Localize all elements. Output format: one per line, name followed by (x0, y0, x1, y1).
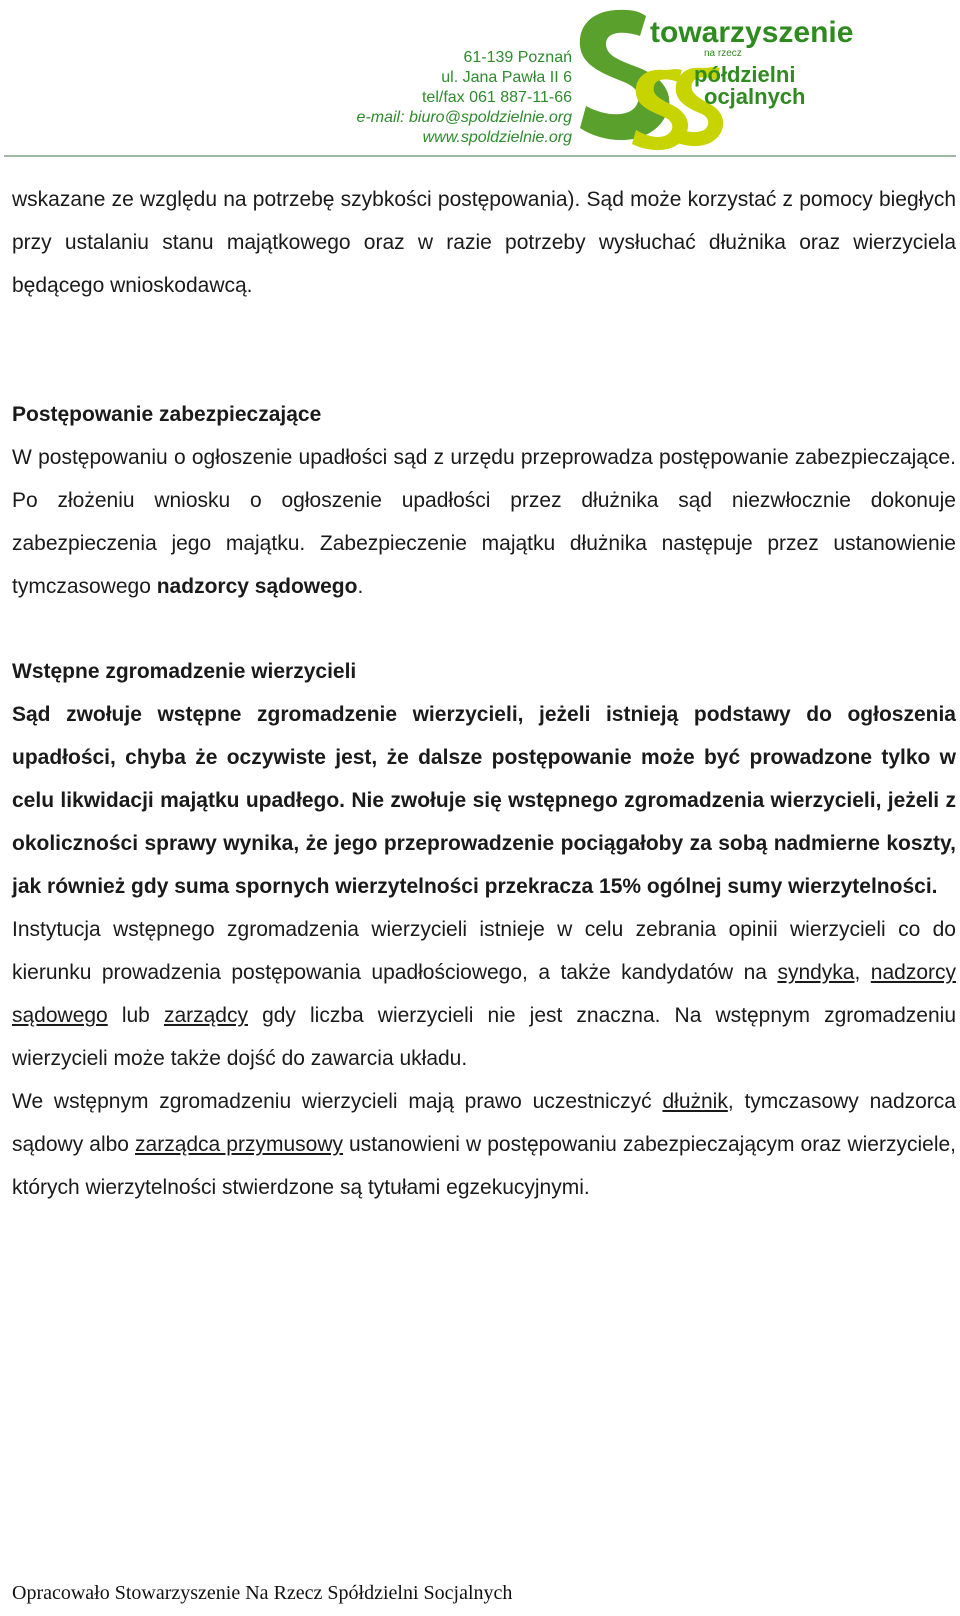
text-run: Instytucja wstępnego zgromadzenia wierzycieli istnieje w celu zebrania opinii wierzycieli co do kierunku prowadzenia postępowania upadłościowego, a także kandydatów na (12, 918, 956, 984)
contact-postal: 61-139 Poznań (463, 49, 572, 66)
text-run: , tymczasowy nadzorca sądowy albo (12, 1090, 956, 1156)
paragraph-zwolanie: Sąd zwołuje wstępne zgromadzenie wierzycieli, jeżeli istnieją podstawy do ogłoszenia upadłości, chyba że oczywiste jest, że dalsze postępowanie może być prowadzone tylko w celu likwidacji majątku upadłego. Nie zwołuje się wstępnego zgromadzenia wierzycieli, jeżeli z okoliczności sprawy wynika, że jego przeprowadzenie pociągałoby za sobą nadmierne koszty, jak również gdy suma spornych wierzytelności przekracza 15% ogólnej sumy wierzytelności. (12, 703, 956, 898)
text-run: lub (107, 1004, 164, 1027)
paragraph-instytucja (12, 908, 956, 1080)
page-header (0, 0, 960, 160)
logo-text-line2: na rzecz (704, 48, 742, 59)
contact-website: www.spoldzielnie.org (422, 129, 572, 146)
link-nadzorca-sadowy[interactable]: nadzorcy sądowego (12, 961, 956, 1027)
paragraph-uczestnicy (12, 1080, 956, 1209)
link-zarzadca[interactable]: zarządcy (163, 1004, 248, 1027)
text-run: . (357, 575, 364, 598)
logo-text-line4: ocjalnych (704, 84, 806, 109)
term-nadzorca-sadowy: nadzorcy sądowego (156, 575, 358, 598)
text-run: gdy liczba wierzycieli nie jest znaczna. Na wstępnym zgromadzeniu wierzycieli może także dojść do zawarcia układu. (12, 1004, 956, 1070)
text-run: W postępowaniu o ogłoszenie upadłości sąd z urzędu przeprowadza postępowanie zabezpieczające. Po złożeniu wniosku o ogłoszenie upadłości przez dłużnika sąd niezwłocznie dokonuje zabezpieczenia jego majątku. Zabezpieczenie majątku dłużnika następuje przez ustanowienie tymczasowego (12, 446, 956, 598)
contact-block (357, 48, 572, 148)
contact-street: ul. Jana Pawła II 6 (441, 69, 572, 86)
contact-phone: tel/fax 061 887-11-66 (421, 89, 572, 106)
header-divider (4, 155, 956, 157)
link-zarzadca-przymusowy[interactable]: zarządca przymusowy (135, 1133, 343, 1156)
text-run: We wstępnym zgromadzeniu wierzycieli mają prawo uczestniczyć (12, 1090, 663, 1113)
page-footer: Opracowało Stowarzyszenie Na Rzecz Spółdzielni Socjalnych (12, 1582, 513, 1604)
logo-text-line3: półdzielni (694, 62, 796, 87)
text-run: ustanowieni w postępowaniu zabezpieczającym oraz wierzyciele, których wierzytelności stwierdzone są tytułami egzekucyjnymi. (12, 1133, 956, 1199)
spacer (12, 307, 956, 393)
heading-postepowanie-zabezpieczajace: Postępowanie zabezpieczające (12, 403, 322, 426)
spacer (12, 608, 956, 650)
link-dluznik[interactable]: dłużnik (662, 1090, 728, 1113)
link-syndyk[interactable]: syndyka (777, 961, 855, 984)
organization-logo (574, 4, 864, 152)
heading-wstepne-zgromadzenie: Wstępne zgromadzenie wierzycieli (12, 660, 357, 683)
text-run: , (854, 961, 871, 984)
logo-text-line1: towarzyszenie (650, 16, 854, 49)
document-body (12, 178, 956, 1209)
paragraph-zabezpieczenie (12, 436, 956, 608)
paragraph-intro: wskazane ze względu na potrzebę szybkości postępowania). Sąd może korzystać z pomocy biegłych przy ustalaniu stanu majątkowego oraz w razie potrzeby wysłuchać dłużnika oraz wierzyciela będącego wnioskodawcą. (12, 188, 956, 297)
contact-email: e-mail: biuro@spoldzielnie.org (356, 109, 572, 126)
